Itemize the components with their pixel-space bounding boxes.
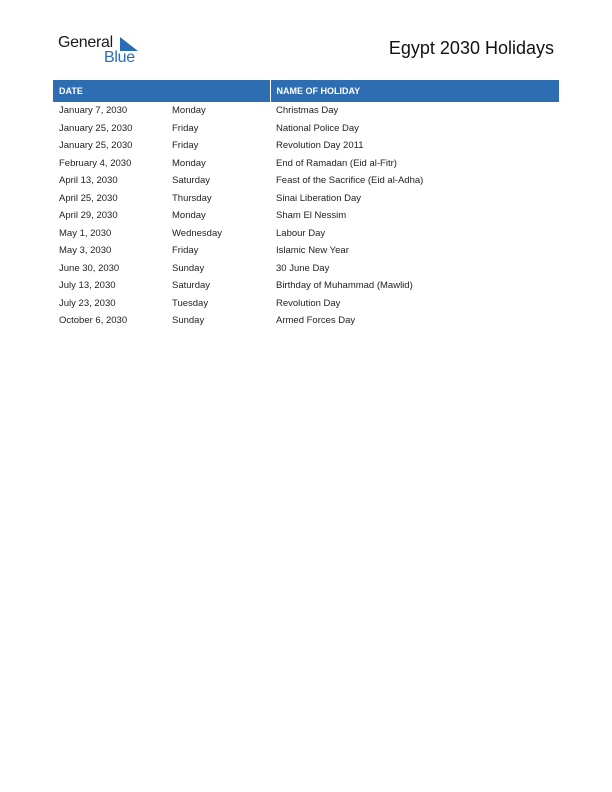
cell-date: July 13, 2030 [59,280,116,292]
table-row [53,207,559,225]
cell-date: April 29, 2030 [59,210,118,222]
cell-weekday: Saturday [172,175,211,187]
cell-weekday: Thursday [172,192,212,204]
cell-holiday-name: Feast of the Sacrifice (Eid al-Adha) [276,175,424,187]
logo-text-general: General [58,34,113,51]
table-row [53,260,559,278]
cell-date: July 23, 2030 [59,297,116,309]
cell-date: January 25, 2030 [59,122,133,134]
cell-holiday-name: Sinai Liberation Day [276,192,362,204]
logo [58,34,148,68]
cell-holiday-name: Labour Day [276,227,326,239]
table-row [53,312,559,330]
cell-weekday: Friday [172,140,199,152]
header-holiday-name: NAME OF HOLIDAY [270,80,559,102]
cell-weekday: Wednesday [172,227,222,239]
cell-holiday-name: 30 June Day [276,262,330,274]
cell-date: April 13, 2030 [59,175,118,187]
cell-date: October 6, 2030 [59,315,128,327]
table-row [53,172,559,190]
header-date: DATE [59,86,83,96]
cell-date: May 3, 2030 [59,245,112,257]
table-row [53,277,559,295]
cell-date: February 4, 2030 [59,157,132,169]
cell-holiday-name: Islamic New Year [276,245,349,257]
cell-holiday-name: National Police Day [276,122,359,134]
cell-weekday: Monday [172,210,206,222]
cell-date: May 1, 2030 [59,227,112,239]
table-row [53,295,559,313]
cell-holiday-name: Sham El Nessim [276,210,347,222]
cell-weekday: Monday [172,157,206,169]
holidays-table [53,80,559,330]
table-row [53,102,559,120]
cell-date: June 30, 2030 [59,262,120,274]
table-row [53,155,559,173]
cell-holiday-name: Armed Forces Day [276,315,356,327]
table-row [53,137,559,155]
logo-text-blue: Blue [104,49,135,66]
cell-weekday: Monday [172,105,206,117]
cell-weekday: Saturday [172,280,211,292]
cell-date: April 25, 2030 [59,192,118,204]
cell-holiday-name: Revolution Day 2011 [276,140,364,152]
cell-date: January 7, 2030 [59,105,128,117]
cell-date: January 25, 2030 [59,140,133,152]
page-title: Egypt 2030 Holidays [388,38,554,58]
table-header-row [53,80,559,102]
table-row [53,120,559,138]
cell-weekday: Sunday [172,315,205,327]
cell-weekday: Friday [172,245,199,257]
cell-holiday-name: Birthday of Muhammad (Mawlid) [276,280,413,292]
cell-holiday-name: Christmas Day [276,105,339,117]
table-row [53,190,559,208]
table-row [53,225,559,243]
cell-holiday-name: Revolution Day [276,297,341,309]
cell-weekday: Friday [172,122,199,134]
cell-weekday: Sunday [172,262,205,274]
cell-weekday: Tuesday [172,297,209,309]
cell-holiday-name: End of Ramadan (Eid al-Fitr) [276,157,397,169]
table-row [53,242,559,260]
